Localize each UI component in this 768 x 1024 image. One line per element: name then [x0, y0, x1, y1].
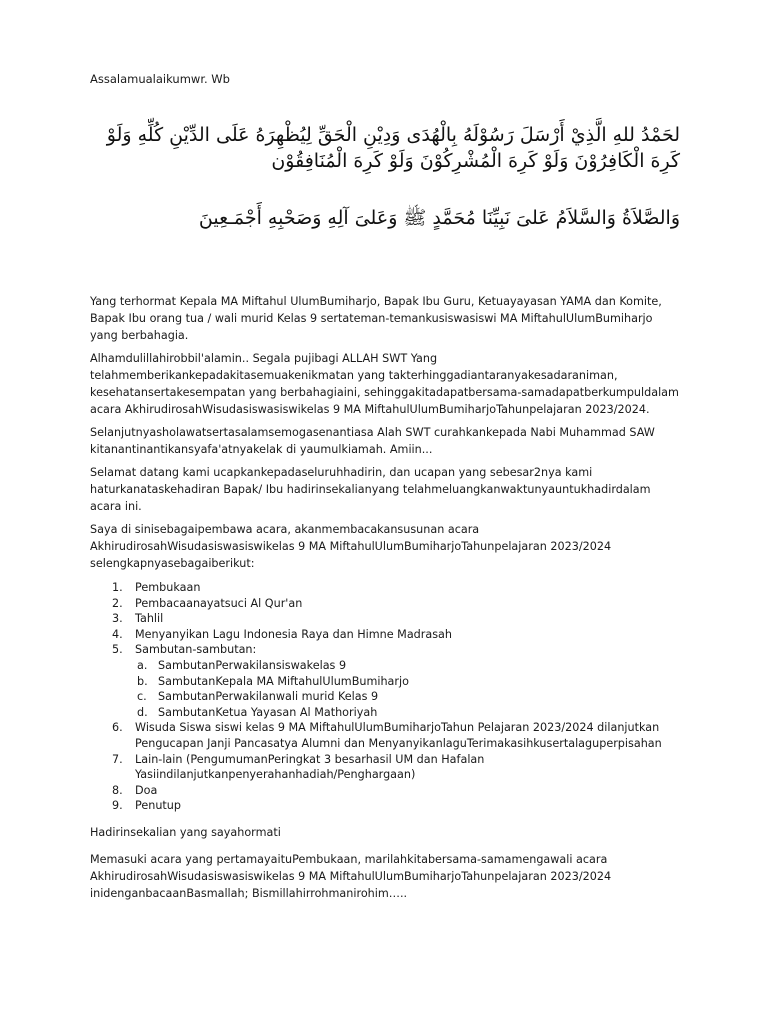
agenda-item-number: 8. [112, 783, 123, 797]
agenda-item [90, 580, 690, 596]
agenda-item [90, 596, 690, 612]
agenda-item-number: 3. [112, 612, 123, 626]
speech-item [135, 658, 690, 674]
agenda-item-text: Menyanyikan Lagu Indonesia Raya dan Himne Madrasah [135, 627, 453, 641]
agenda-item [90, 783, 690, 799]
speech-item [135, 689, 690, 705]
agenda-item-number: 5. [112, 643, 123, 657]
speech-item-letter: b. [137, 674, 148, 688]
agenda-item [90, 752, 690, 783]
agenda-item-text: Wisuda Siswa siswi kelas 9 MA MiftahulUlumBumiharjoTahun Pelajaran 2023/2024 dilanjutkan Pengucapan Janji Pancasatya Alumni dan MenyanyikanlaguTerimakasihkusertalaguperpisahan [135, 721, 662, 750]
greeting-line: Assalamualaikumwr. Wb [90, 72, 230, 86]
agenda-item [90, 642, 690, 720]
paragraph-welcome: Selamat datang kami ucapkankepadaseluruhhadirin, dan ucapan yang sebesar2nya kami haturkanataskehadiran Bapak/ Ibu hadirinsekalianyang telahmeluangkanwaktunyauntukhadirdalam acara ini. [90, 466, 651, 513]
agenda-item-number: 2. [112, 596, 123, 610]
agenda-item-text: Lain-lain (PengumumanPeringkat 3 besarhasil UM dan Hafalan Yasiindilanjutkanpenyerahanhadiah/Penghargaan) [135, 752, 485, 782]
paragraph-gratitude: Alhamdulillahirobbil'alamin.. Segala pujibagi ALLAH SWT Yang telahmemberikankepadakitasemuakenikmatan yang takterhinggadiantaranyakesadaraniman, kesehatansertakesempatan yang berbahagiaini, sehinggakitadapatbersama-samadapatberkumpuldalam acara AkhirudirosahWisudasiswasiswikelas 9 MA MiftahulUlumBumiharjoTahunpelajaran 2023/2024. [90, 352, 679, 416]
paragraph-salawat: Selanjutnyasholawatsertasalamsemogasenantiasa Alah SWT curahkankepada Nabi Muhammad SAW kitanantinantikansyafa'atnyakelak di yaumulkiamah. Amiin... [90, 426, 655, 456]
speeches-sublist [135, 658, 690, 720]
arabic-praise-text: لحَمْدُ للهِ الَّذِيْ أَرْسَلَ رَسُوْلَهُ بِالْهُدَى وَدِيْنِ الْحَقِّ لِيُظْهِرَهُ عَلَى الدِّيْنِ كُلِّهِ وَلَوْ كَرِهَ الْكَافِرُوْنَ وَلَوْ كَرِهَ الْمُشْرِكُوْنَ وَلَوْ كَرِهَ الْمُنَافِقُوْن [106, 124, 680, 172]
speech-item-text: SambutanPerwakilanwali murid Kelas 9 [158, 690, 379, 704]
agenda-item [90, 798, 690, 814]
speech-item-letter: a. [137, 658, 148, 672]
speech-item-letter: d. [137, 705, 148, 719]
speech-item-text: SambutanKepala MA MiftahulUlumBumiharjo [158, 674, 409, 688]
agenda-item-number: 1. [112, 581, 123, 594]
agenda-item-text: Tahlil [135, 612, 164, 626]
agenda-item-number: 7. [112, 752, 123, 766]
agenda-item [90, 627, 690, 643]
speech-item-text: SambutanKetua Yayasan Al Mathoriyah [158, 705, 378, 719]
agenda-item-number: 6. [112, 721, 123, 735]
agenda-item-text: Pembacaanayatsuci Al Qur'an [135, 596, 303, 610]
agenda-list [90, 580, 690, 814]
paragraph-opening: Memasuki acara yang pertamayaituPembukaan, marilahkitabersama-samamengawali acara AkhirudirosahWisudasiswasiswikelas 9 MA MiftahulUlumBumiharjoTahunpelajaran 2023/2024 inidenganbacaanBasmallah; Bismillahirrohmanirohim….. [90, 853, 612, 900]
agenda-item-text: Doa [135, 783, 158, 797]
agenda-item [90, 720, 690, 751]
agenda-item-number: 4. [112, 627, 123, 641]
paragraph-salutation: Yang terhormat Kepala MA Miftahul UlumBumiharjo, Bapak Ibu Guru, Ketuayayasan YAMA dan Komite, Bapak Ibu orang tua / wali murid Kelas 9 sertateman-temankusiswasiswi MA MiftahulUlumBumiharjo yang berbahagia. [90, 295, 662, 342]
agenda-item [90, 611, 690, 627]
agenda-item-text: Pembukaan [135, 581, 201, 594]
speech-item-text: SambutanPerwakilansiswakelas 9 [158, 658, 347, 672]
speech-item [135, 705, 690, 721]
paragraph-agenda-intro: Saya di sinisebagaipembawa acara, akanmembacakansusunan acara AkhirudirosahWisudasiswasiswikelas 9 MA MiftahulUlumBumiharjoTahunpelajaran 2023/2024 selengkapnyasebagaiberikut: [90, 523, 612, 570]
speech-item-letter: c. [137, 690, 147, 704]
agenda-item-text: Penutup [135, 799, 181, 813]
agenda-item-text: Sambutan-sambutan: [135, 643, 257, 657]
agenda-item-number: 9. [112, 799, 123, 813]
speech-item [135, 674, 690, 690]
arabic-salawat-text: وَالصَّلاَةُ وَالسَّلاَمُ عَلىَ نَبِيِّنَا مُحَمَّدٍ ﷺ وَعَلىَ آلِهِ وَصَحْبِهِ أَجْمَـعِينَ [198, 207, 680, 229]
paragraph-address: Hadirinsekalian yang sayahormati [90, 826, 281, 839]
